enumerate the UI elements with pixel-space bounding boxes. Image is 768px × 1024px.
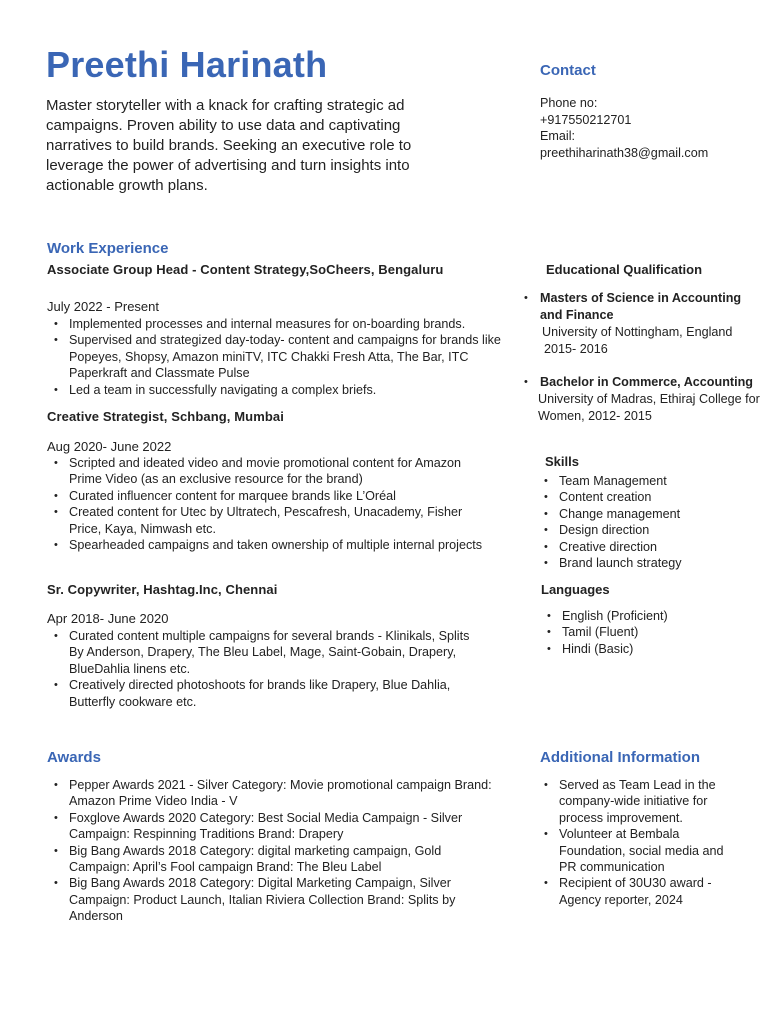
job-title: Sr. Copywriter, Hashtag.Inc, Chennai (47, 582, 278, 597)
phone-number: +917550212701 (540, 112, 632, 127)
job-date: Apr 2018- June 2020 (47, 611, 169, 626)
email-label: Email: (540, 129, 575, 143)
list-item: • Content creation (537, 489, 757, 505)
degree: Masters of Science in Accounting and Finance (540, 291, 742, 322)
school: University of Nottingham, England (542, 325, 733, 339)
list-item: • Big Bang Awards 2018 Category: Digital Marketing Campaign, Silver Campaign: Product Launch, Italian Riviera Collection Brand: Splits by Anderson (47, 875, 497, 924)
list-item: • English (Proficient) (540, 608, 760, 624)
list-item: • Created content for Utec by Ultratech, Pescafresh, Unacademy, Fisher Price, Kaya, Nimwash etc. (47, 504, 497, 537)
list-item: • Change management (537, 506, 757, 522)
job-title: Associate Group Head - Content Strategy,SoCheers, Bengaluru (47, 262, 444, 277)
list-item: • Volunteer at Bembala Foundation, social media and PR communication (537, 826, 737, 875)
bullet-icon: • (524, 292, 528, 304)
list-item: • Pepper Awards 2021 - Silver Category: Movie promotional campaign Brand: Amazon Prime Video India - V (47, 777, 497, 810)
job-date: Aug 2020- June 2022 (47, 439, 172, 454)
bullet-icon: • (524, 376, 528, 388)
list-item: • Implemented processes and internal measures for on-boarding brands. (47, 316, 507, 332)
email-address: preethiharinath38@gmail.com (540, 145, 709, 160)
phone-label: Phone no: (540, 96, 598, 110)
job-title: Creative Strategist, Schbang, Mumbai (47, 409, 284, 424)
list-item: • Creative direction (537, 539, 757, 555)
list-item: • Led a team in successfully navigating a complex briefs. (47, 382, 507, 398)
job-bullets (47, 316, 507, 398)
awards-heading: Awards (47, 749, 101, 766)
languages-heading: Languages (541, 582, 610, 597)
education-item (540, 374, 766, 425)
list-item: • Creatively directed photoshoots for brands like Drapery, Blue Dahlia, Butterfly cookware etc. (47, 677, 487, 710)
additional-info-list (537, 777, 737, 908)
list-item: • Supervised and strategized day-today- content and campaigns for brands like Popeyes, Shopsy, Amazon miniTV, ITC Chakki Fresh Atta, The Bar, ITC Paperkraft and Classmate Pulse (47, 332, 507, 381)
list-item: • Served as Team Lead in the company-wide initiative for process improvement. (537, 777, 737, 826)
job-bullets (47, 455, 497, 553)
contact-heading: Contact (540, 62, 596, 79)
candidate-name: Preethi Harinath (46, 44, 328, 85)
skills-list (537, 473, 757, 571)
education-item (540, 290, 765, 358)
languages-list (540, 608, 760, 657)
list-item: • Hindi (Basic) (540, 641, 760, 657)
list-item: • Recipient of 30U30 award - Agency reporter, 2024 (537, 875, 737, 908)
list-item: • Design direction (537, 522, 757, 538)
contact-block (540, 95, 708, 161)
degree: Bachelor in Commerce, Accounting (540, 375, 753, 389)
skills-heading: Skills (545, 454, 579, 469)
awards-list (47, 777, 497, 925)
list-item: • Brand launch strategy (537, 555, 757, 571)
list-item: • Team Management (537, 473, 757, 489)
list-item: • Scripted and ideated video and movie promotional content for Amazon Prime Video (as an exclusive resource for the brand) (47, 455, 497, 488)
list-item: • Big Bang Awards 2018 Category: digital marketing campaign, Gold Campaign: April’s Fool campaign Brand: The Bleu Label (47, 843, 497, 876)
education-heading: Educational Qualification (546, 262, 703, 277)
work-experience-heading: Work Experience (47, 240, 169, 257)
job-bullets (47, 628, 487, 710)
job-date: July 2022 - Present (47, 299, 160, 314)
school: University of Madras, Ethiraj College for Women, 2012- 2015 (538, 392, 760, 423)
list-item: • Curated influencer content for marquee brands like L’Oréal (47, 488, 497, 504)
profile-summary: Master storyteller with a knack for crafting strategic ad campaigns. Proven ability to use data and captivating narratives to build brands. Seeking an executive role to leverage the power of advertising and turn insights into actionable growth plans. (46, 97, 412, 194)
list-item: • Foxglove Awards 2020 Category: Best Social Media Campaign - Silver Campaign: Respinning Traditions Brand: Drapery (47, 810, 497, 843)
additional-info-heading: Additional Information (540, 749, 700, 766)
list-item: • Tamil (Fluent) (540, 624, 760, 640)
list-item: • Curated content multiple campaigns for several brands - Klinikals, Splits By Anderson, Drapery, The Bleu Label, Mage, Saint-Gobain, Drapery, BlueDahlia linens etc. (47, 628, 487, 677)
years: 2015- 2016 (544, 342, 608, 356)
list-item: • Spearheaded campaigns and taken ownership of multiple internal projects (47, 537, 497, 553)
